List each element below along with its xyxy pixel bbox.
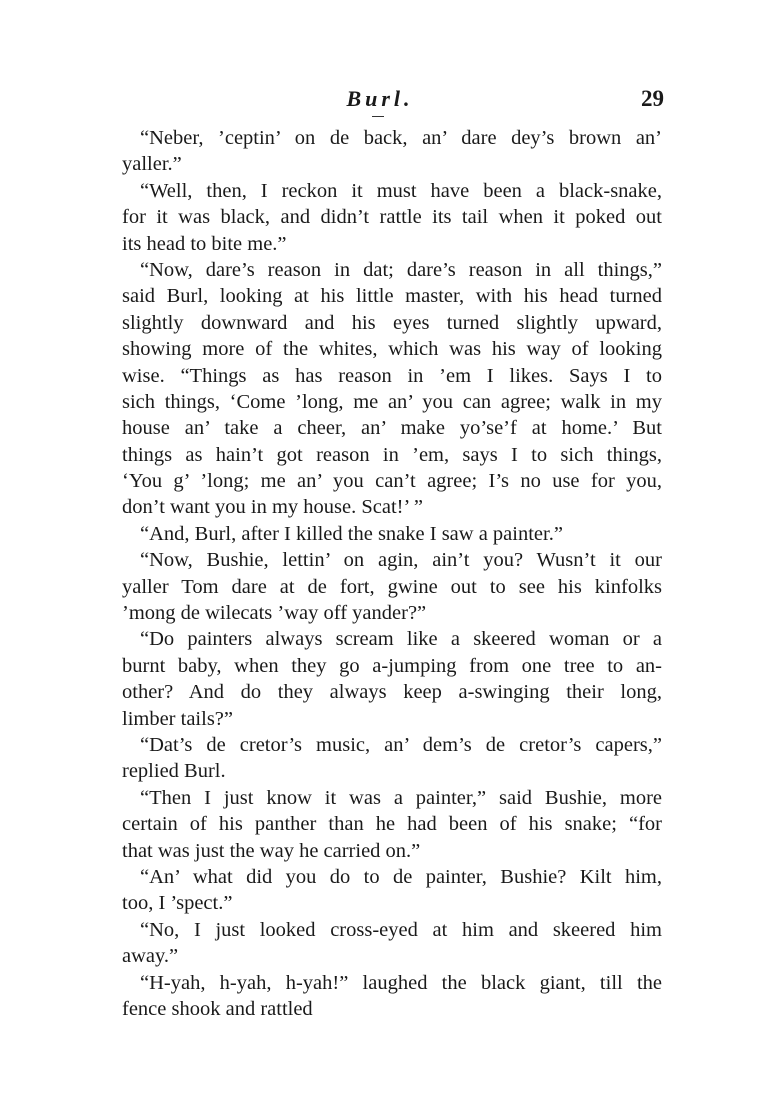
text-line: burnt baby, when they go a-jumping from one tree to an- bbox=[122, 654, 662, 677]
text-line: for it was black, and didn’t rattle its tail when it poked out bbox=[122, 206, 662, 229]
text-line: “Then I just know it was a painter,” said Bushie, more bbox=[140, 786, 662, 809]
text-line: that was just the way he carried on.” bbox=[122, 839, 421, 862]
text-line: house an’ take a cheer, an’ make yo’se’f at home.’ But bbox=[122, 417, 662, 440]
text-line: “Now, dare’s reason in dat; dare’s reason in all things,” bbox=[140, 258, 662, 281]
text-line: its head to bite me.” bbox=[122, 232, 287, 255]
text-line: yaller.” bbox=[122, 153, 182, 176]
text-line: ’mong de wilecats ’way off yander?” bbox=[122, 602, 427, 625]
text-line: away.” bbox=[122, 945, 179, 968]
text-line: fence shook and rattled bbox=[122, 997, 313, 1020]
text-line: showing more of the whites, which was his way of looking bbox=[122, 338, 662, 361]
text-line: limber tails?” bbox=[122, 707, 233, 730]
text-line: other? And do they always keep a-swinging their long, bbox=[122, 681, 662, 704]
text-line: “An’ what did you do to de painter, Bushie? Kilt him, bbox=[140, 865, 662, 888]
text-line: slightly downward and his eyes turned slightly upward, bbox=[122, 311, 662, 334]
text-line: “Dat’s de cretor’s music, an’ dem’s de cretor’s capers,” bbox=[140, 733, 662, 756]
text-line: “And, Burl, after I killed the snake I saw a painter.” bbox=[140, 522, 563, 545]
running-title: Burl. bbox=[346, 86, 414, 111]
title-rule bbox=[372, 116, 384, 117]
text-line: sich things, ‘Come ’long, me an’ you can agree; walk in my bbox=[122, 390, 662, 413]
text-line: certain of his panther than he had been of his snake; “for bbox=[122, 813, 662, 836]
text-line: “No, I just looked cross-eyed at him and skeered him bbox=[140, 918, 662, 941]
text-line: ‘You g’ ’long; me an’ you can’t agree; I’s no use for you, bbox=[122, 470, 662, 493]
body-text bbox=[122, 125, 662, 1022]
text-line: things as hain’t got reason in ’em, says I to sich things, bbox=[122, 443, 662, 466]
text-line: too, I ’spect.” bbox=[122, 892, 233, 915]
text-line: yaller Tom dare at de fort, gwine out to see his kinfolks bbox=[122, 575, 662, 598]
text-line: “H-yah, h-yah, h-yah!” laughed the black giant, till the bbox=[140, 971, 662, 994]
text-line: “Now, Bushie, lettin’ on agin, ain’t you? Wusn’t it our bbox=[140, 549, 662, 572]
text-line: “Do painters always scream like a skeered woman or a bbox=[140, 628, 662, 651]
text-line: said Burl, looking at his little master, with his head turned bbox=[122, 285, 662, 308]
text-line: don’t want you in my house. Scat!’ ” bbox=[122, 496, 423, 519]
text-line: replied Burl. bbox=[122, 760, 226, 783]
text-line: “Well, then, I reckon it must have been a black-snake, bbox=[140, 179, 662, 202]
text-line: wise. “Things as has reason in ’em I likes. Says I to bbox=[122, 364, 662, 387]
page-header bbox=[0, 86, 760, 116]
page-number: 29 bbox=[641, 86, 664, 111]
text-line: “Neber, ’ceptin’ on de back, an’ dare dey’s brown an’ bbox=[140, 127, 662, 149]
